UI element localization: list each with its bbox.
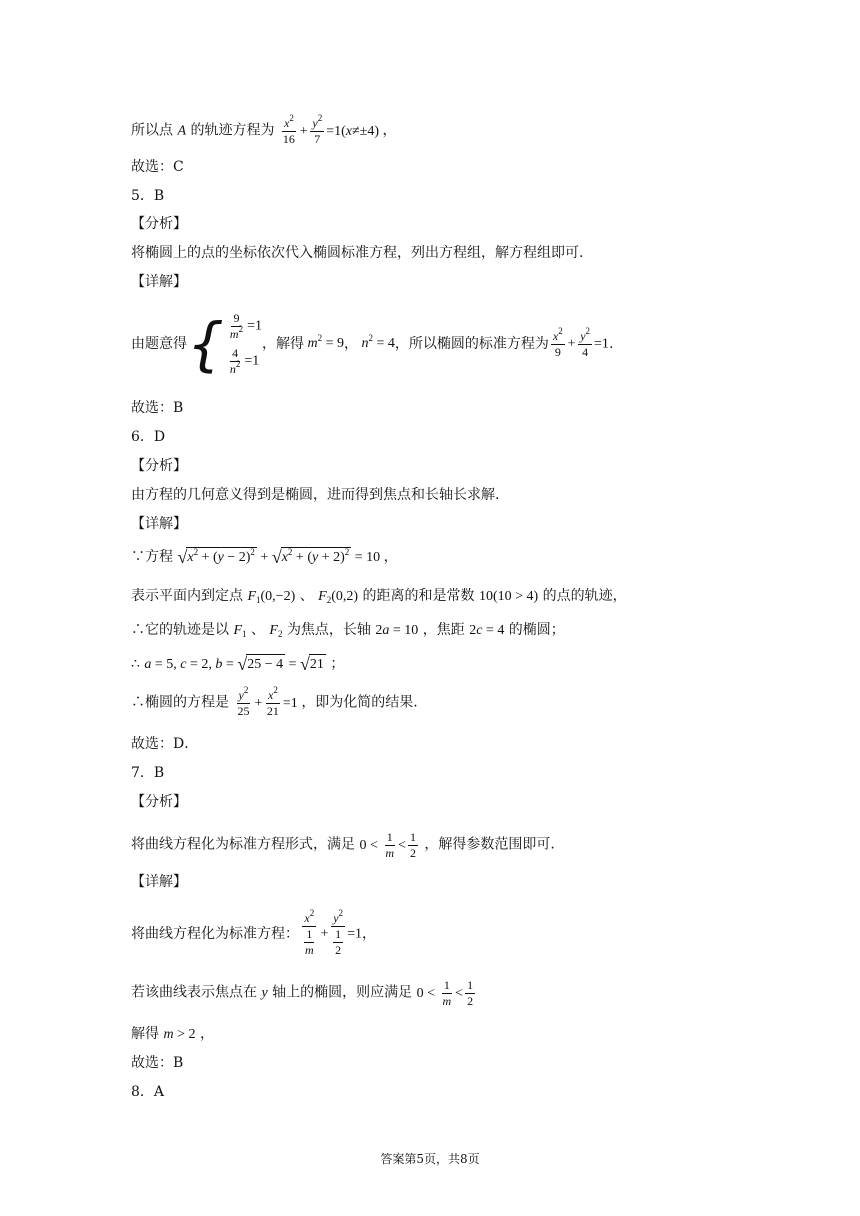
result-equation-line: ∴椭圆的方程是 $\frac{y^2}{25}$ + $\frac{x^2}{21}$ =1 ，即为化简的结果. (131, 685, 418, 718)
section-heading: 【详解】 (131, 274, 187, 290)
answer-line: 故选：B (131, 400, 184, 416)
analysis-text: 将椭圆上的点的坐标依次代入椭圆标准方程，列出方程组，解方程组即可. (131, 245, 584, 261)
condition-line: 将曲线方程化为标准方程形式，满足 0 < $\frac{1}{m}$ < $\frac{1}{2}$ ，解得参数范围即可. (131, 830, 555, 860)
analysis-text: 由方程的几何意义得到是椭圆，进而得到焦点和长轴长求解. (131, 487, 500, 503)
question-number: 7．B (131, 765, 165, 781)
answer-line: 故选：C (131, 159, 184, 175)
ellipse-description-line: ∴它的轨迹是以 $F_1$ 、 $F_2$ 为焦点，长轴 2a = 10 ，焦距 2c = 4 的椭圆； (131, 622, 565, 639)
solution-line: 解得 m > 2 ， (131, 1026, 214, 1042)
question-number: 5．B (131, 188, 165, 204)
answer-line: 故选：B (131, 1055, 184, 1071)
section-heading: 【分析】 (131, 216, 187, 232)
parameters-line: ∴ a = 5, c = 2, b = √25 − 4 = √21 ； (131, 654, 345, 674)
question-number: 6．D (131, 429, 166, 445)
page-footer: 答案第5页，共8页 (380, 1152, 480, 1166)
sqrt-equation-line: ∵方程 $√x^2 + (y - 2)^2 + √x^2 + (y + 2)^2 = 10$ ， (131, 547, 398, 567)
standard-form-line: 将曲线方程化为标准方程： $\frac{x^2}{\frac{1}{m}}$ + $\frac{y^2}{\frac{1}{2}}$ =1 ， (131, 907, 377, 957)
section-heading: 【分析】 (131, 458, 187, 474)
system-line: 由题意得 { $\frac{9}{m^2}$ =1 $\frac{4}{n^2}$ =1 ，解得 $m^2 = 9$ ， $n^2 = 4$ ，所以椭圆的标准方程为 $\frac{x^2}{9}$ + $\frac{y^2}{4}$ =1 . (131, 310, 614, 378)
answer-line: 故选：D． (131, 736, 199, 752)
section-heading: 【分析】 (131, 794, 187, 810)
ellipse-equation: $\frac{x^2}{9}$ + $\frac{y^2}{4}$ =1 (552, 325, 609, 359)
question-number: 8．A (131, 1084, 165, 1100)
section-heading: 【详解】 (131, 874, 187, 890)
foci-description-line: 表示平面内到定点 $F_1(0,-2)$ 、 $F_2(0,2)$ 的距离的和是常数 10(10 > 4) 的点的轨迹， (131, 588, 627, 605)
sqrt-equation: $√x^2 + (y - 2)^2 + √x^2 + (y + 2)^2 = 10$ (177, 547, 381, 567)
locus-equation-line: 所以点 A 的轨迹方程为 $\frac{x^2}{16}$ + $\frac{y^2}{7}$ =1(x≠±4) ， (131, 113, 397, 146)
section-heading: 【详解】 (131, 516, 187, 532)
focus-condition-line: 若该曲线表示焦点在 y 轴上的椭圆，则应满足 0 < $\frac{1}{m}$ < $\frac{1}{2}$ (131, 978, 474, 1008)
equation-system: { $\frac{9}{m^2}$ =1 $\frac{4}{n^2}$ =1 (187, 310, 262, 378)
locus-equation: $\frac{x^2}{16}$ + $\frac{y^2}{7}$ =1(x≠±4) (282, 113, 380, 146)
